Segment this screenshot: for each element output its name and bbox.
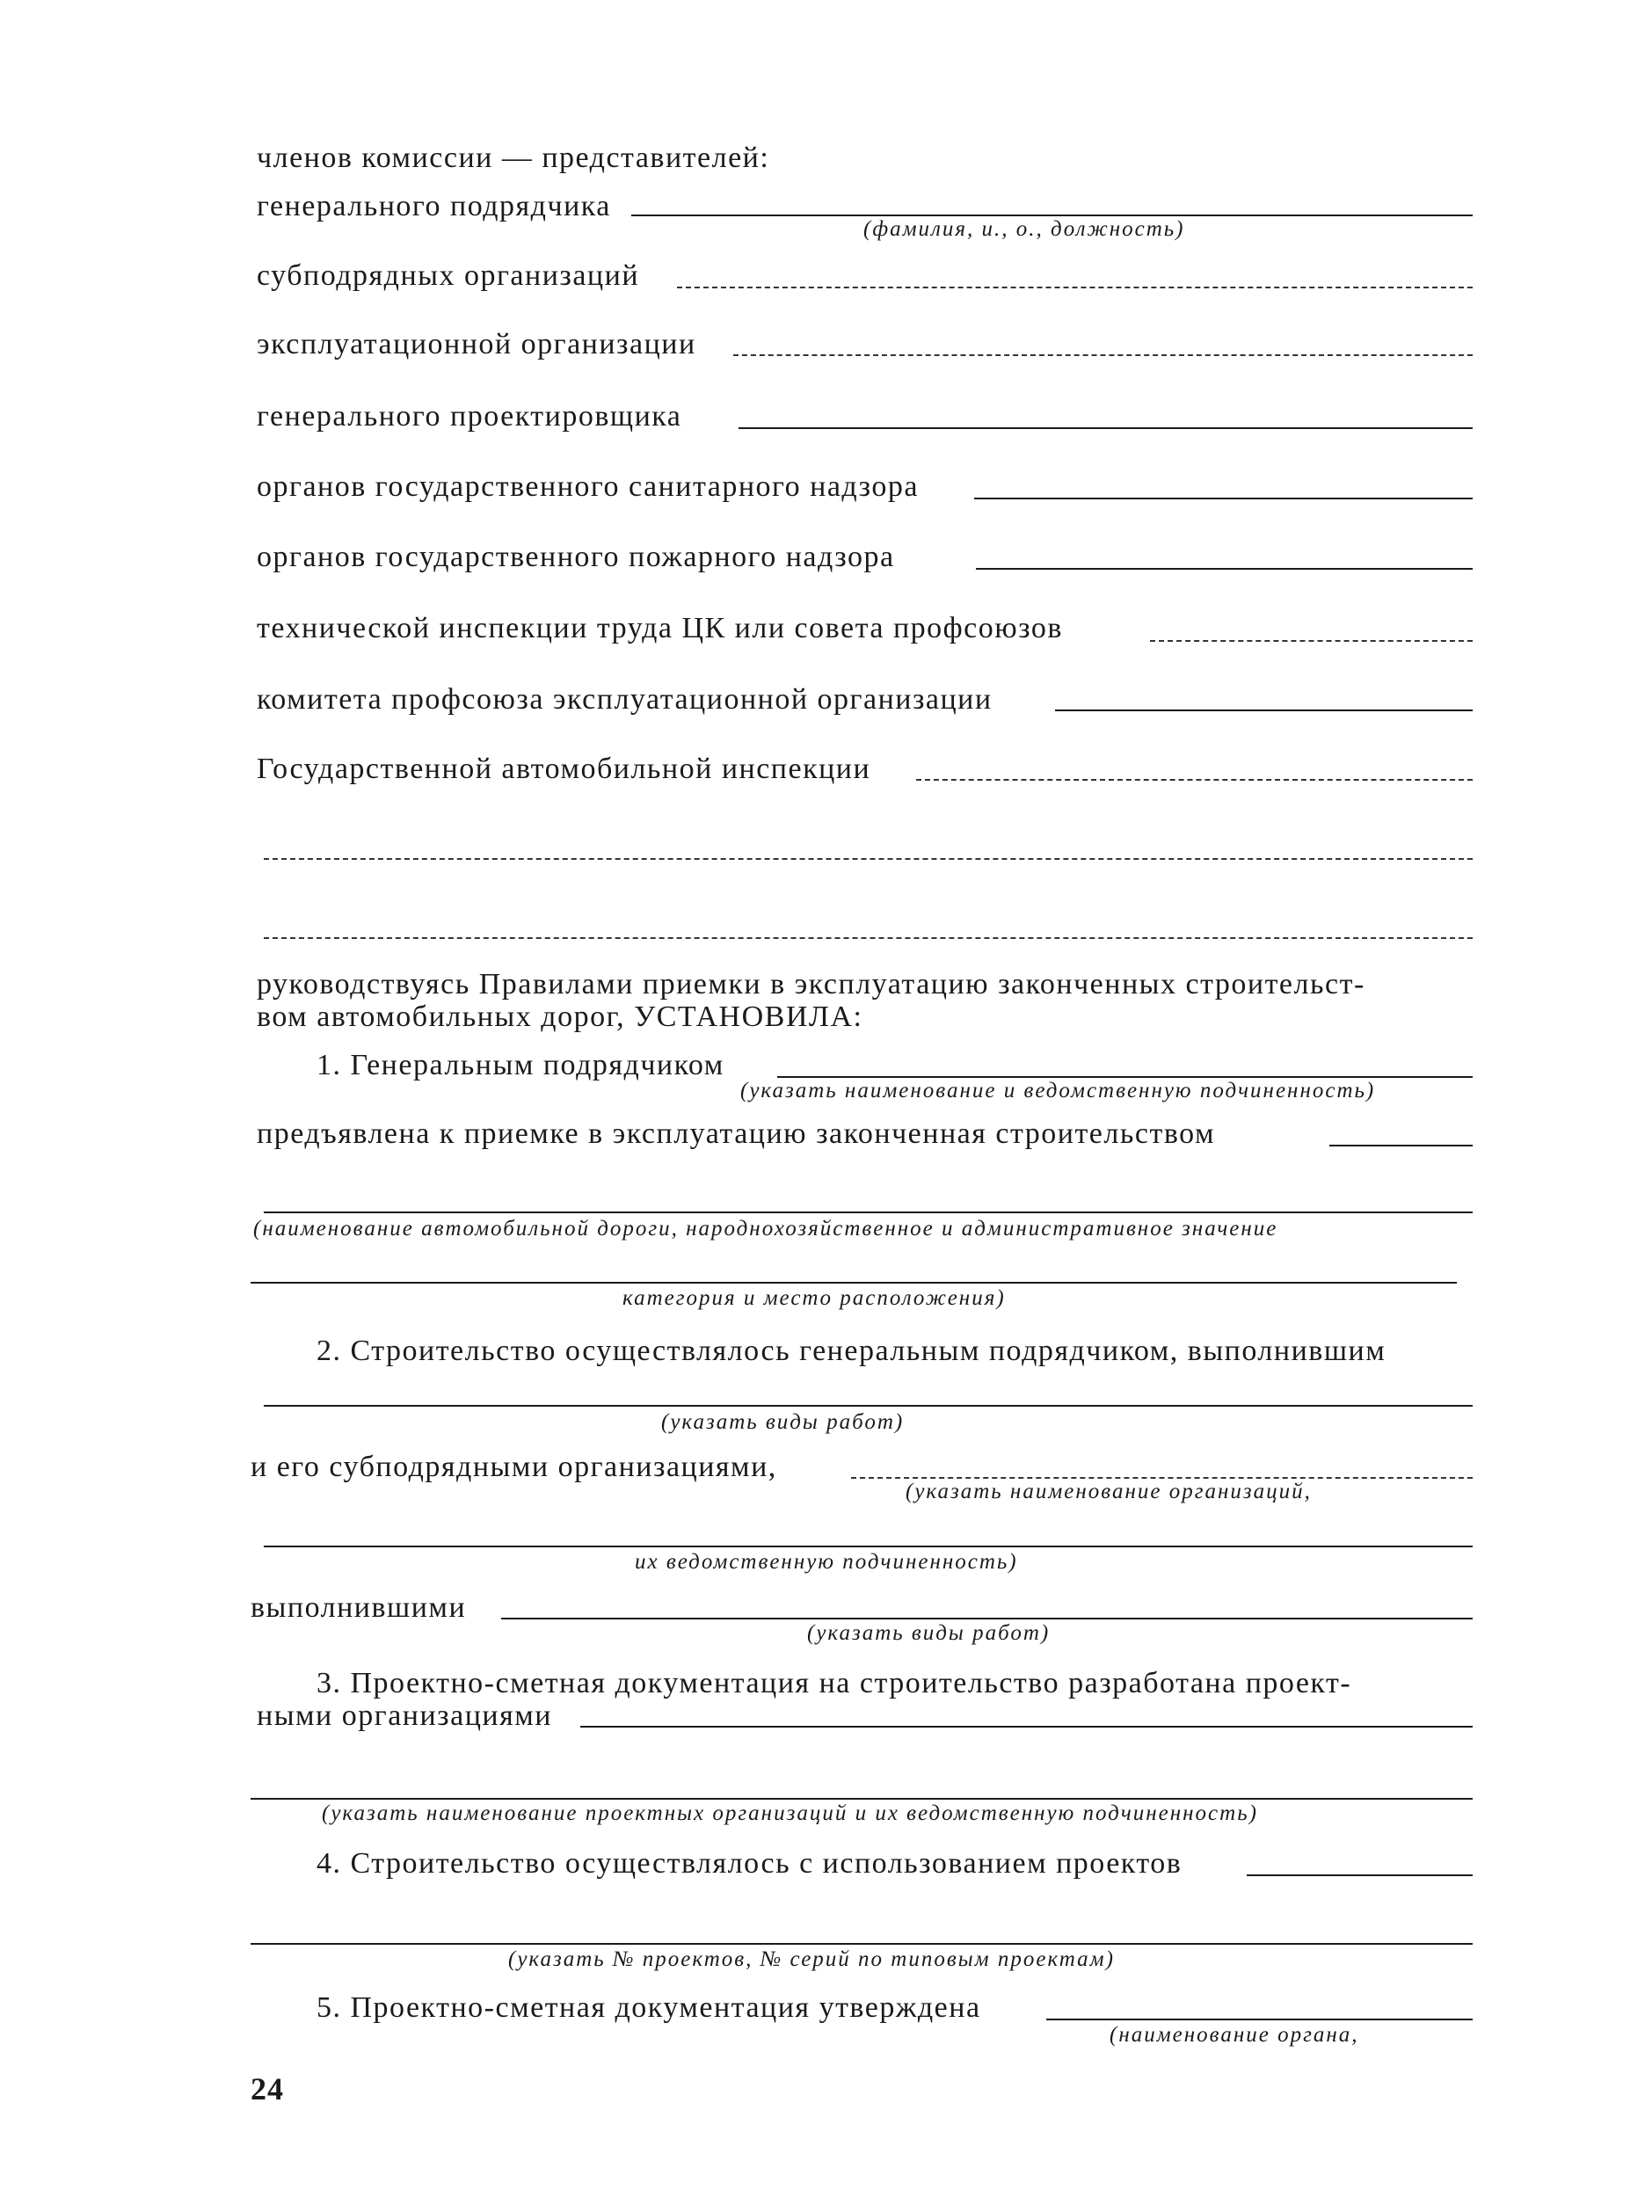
item-2-work-types-field[interactable] xyxy=(264,1405,1473,1407)
member-field-general-contractor[interactable] xyxy=(631,215,1473,216)
item-1-label: 1. Генеральным подрядчиком xyxy=(317,1049,724,1081)
item-3-caption: (указать наименование проектных организаций и их ведомственную подчиненность) xyxy=(322,1801,1258,1825)
member-label-fire-supervision: органов государственного пожарного надзора xyxy=(257,541,895,573)
item-4-projects-field-2[interactable] xyxy=(251,1943,1473,1945)
member-label-sanitary-supervision: органов государственного санитарного надзора xyxy=(257,470,919,503)
member-label-traffic-inspection: Государственной автомобильной инспекции xyxy=(257,753,871,785)
member-field-union-committee[interactable] xyxy=(1055,709,1473,711)
blank-line-1[interactable] xyxy=(264,858,1473,860)
item-2-label: 2. Строительство осуществлялось генеральным подрядчиком, выполнившим xyxy=(317,1335,1386,1367)
item-2-work-types-caption: (указать виды работ) xyxy=(661,1410,905,1434)
item-5-approval-field[interactable] xyxy=(1046,2019,1473,2020)
member-field-operating-org[interactable] xyxy=(733,354,1473,356)
item-5-label: 5. Проектно-сметная документация утверждена xyxy=(317,1991,981,2024)
member-label-operating-org: эксплуатационной организации xyxy=(257,328,696,360)
member-field-general-designer[interactable] xyxy=(739,427,1473,429)
item-3-design-orgs-field-2[interactable] xyxy=(251,1798,1473,1800)
item-2-subordination-caption: их ведомственную подчиненность) xyxy=(635,1550,1018,1574)
guided-by-rules-line1: руководствуясь Правилами приемки в эксплуатацию законченных строительст- xyxy=(257,968,1365,1000)
item-5-caption: (наименование органа, xyxy=(1110,2023,1359,2047)
members-intro: членов комиссии — представителей: xyxy=(257,142,770,174)
item-2-subcontractors-label: и его субподрядными организациями, xyxy=(251,1451,777,1483)
member-label-general-designer: генерального проектировщика xyxy=(257,400,682,433)
item-2-performed-label: выполнившими xyxy=(251,1591,467,1624)
road-name-field[interactable] xyxy=(264,1212,1473,1213)
guided-by-rules-line2: вом автомобильных дорог, УСТАНОВИЛА: xyxy=(257,1000,863,1033)
item-1-road-field-start[interactable] xyxy=(1329,1145,1473,1146)
item-3-design-orgs-field[interactable] xyxy=(580,1726,1473,1728)
member-field-traffic-inspection[interactable] xyxy=(916,779,1473,781)
item-3-line1: 3. Проектно-сметная документация на строительство разработана проект- xyxy=(317,1667,1352,1699)
item-3-line2: ными организациями xyxy=(257,1699,552,1732)
road-category-field[interactable] xyxy=(251,1282,1457,1284)
member-label-union-committee: комитета профсоюза эксплуатационной организации xyxy=(257,683,993,716)
member-field-labor-inspection[interactable] xyxy=(1150,640,1473,642)
member-label-subcontractors: субподрядных организаций xyxy=(257,259,640,292)
item-1-continuation: предъявлена к приемке в эксплуатацию законченная строительством xyxy=(257,1117,1216,1150)
road-category-caption: категория и место расположения) xyxy=(622,1286,1006,1310)
item-1-contractor-field[interactable] xyxy=(777,1076,1473,1078)
member-field-sanitary-supervision[interactable] xyxy=(974,498,1473,499)
item-2-subcontractors-field-2[interactable] xyxy=(264,1546,1473,1547)
road-name-caption: (наименование автомобильной дороги, народнохозяйственное и административное значение xyxy=(253,1217,1278,1241)
page-number: 24 xyxy=(251,2071,284,2106)
item-2-subcontractors-field[interactable] xyxy=(851,1477,1473,1479)
item-1-caption: (указать наименование и ведомственную подчиненность) xyxy=(740,1079,1376,1102)
member-label-general-contractor: генерального подрядчика xyxy=(257,190,611,222)
member-field-subcontractors[interactable] xyxy=(677,287,1473,288)
item-4-projects-field[interactable] xyxy=(1247,1874,1473,1876)
member-field-fire-supervision[interactable] xyxy=(976,568,1473,570)
item-2-performed-caption: (указать виды работ) xyxy=(807,1621,1051,1645)
blank-line-2[interactable] xyxy=(264,937,1473,939)
member-label-labor-inspection: технической инспекции труда ЦК или совета профсоюзов xyxy=(257,612,1063,644)
item-2-performed-field[interactable] xyxy=(501,1618,1473,1619)
item-4-caption: (указать № проектов, № серий по типовым проектам) xyxy=(508,1947,1115,1971)
item-2-subcontractors-caption: (указать наименование организаций, xyxy=(906,1480,1312,1503)
member-fio-caption: (фамилия, и., о., должность) xyxy=(863,217,1185,241)
item-4-label: 4. Строительство осуществлялось с использованием проектов xyxy=(317,1847,1183,1880)
